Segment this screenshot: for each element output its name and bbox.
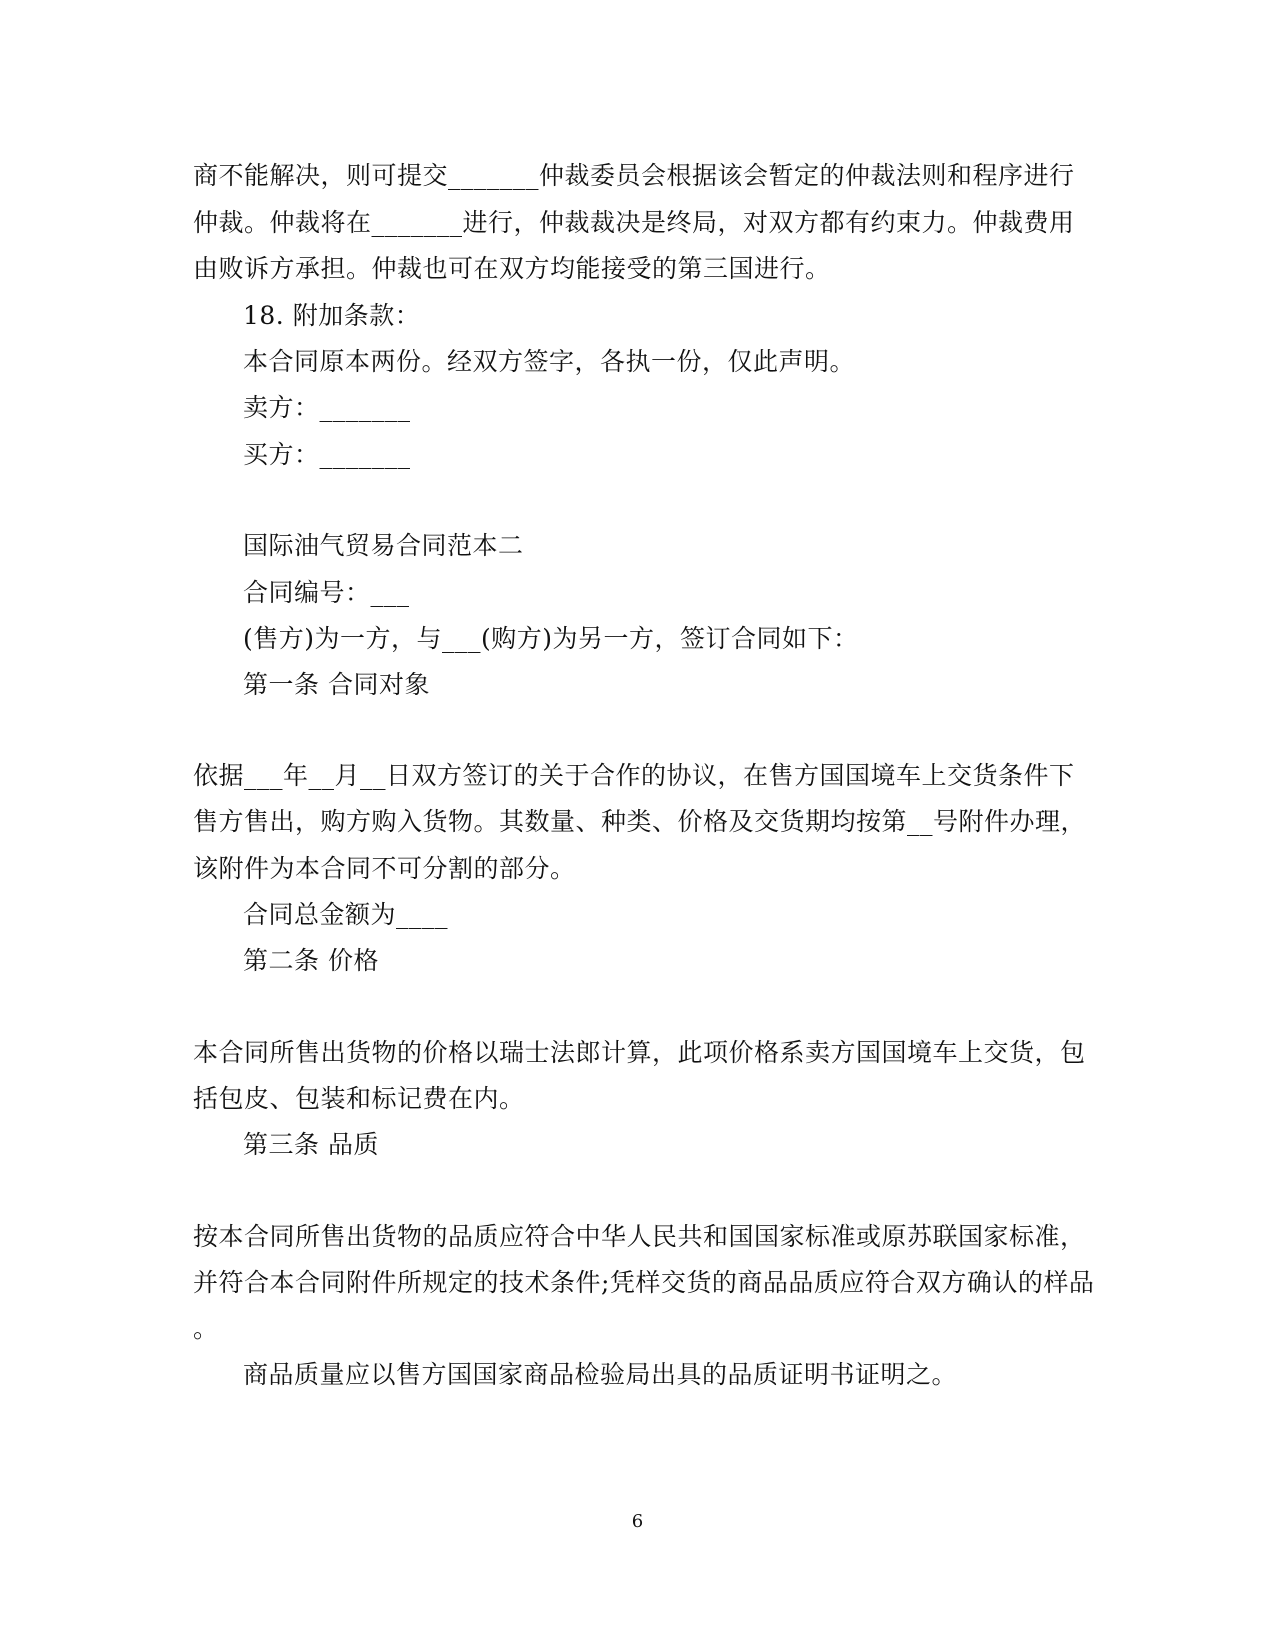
paragraph-line: 仲裁。仲裁将在_______进行，仲裁裁决是终局，对双方都有约束力。仲裁费用: [193, 208, 1075, 237]
page-number: 6: [631, 1511, 644, 1532]
paragraph-line: 并符合本合同附件所规定的技术条件;凭样交货的商品品质应符合双方确认的样品: [193, 1268, 1095, 1297]
paragraph-line: 本合同所售出货物的价格以瑞士法郎计算，此项价格系卖方国国境车上交货，包: [193, 1038, 1086, 1067]
article-heading: 第三条 品质: [243, 1130, 379, 1159]
contract-number-line: 合同编号：___: [243, 578, 410, 607]
paragraph-line: 合同总金额为____: [243, 900, 449, 929]
article-heading: 第一条 合同对象: [243, 670, 430, 699]
paragraph-line: 按本合同所售出货物的品质应符合中华人民共和国国家标准或原苏联国家标准，: [193, 1222, 1086, 1251]
paragraph-line: 由败诉方承担。仲裁也可在双方均能接受的第三国进行。: [193, 254, 831, 283]
paragraph-line: 该附件为本合同不可分割的部分。: [193, 854, 576, 883]
paragraph-line: 售方售出，购方购入货物。其数量、种类、价格及交货期均按第__号附件办理，: [193, 807, 1087, 836]
section-heading: 18. 附加条款：: [243, 301, 421, 330]
paragraph-line: 括包皮、包装和标记费在内。: [193, 1084, 525, 1113]
paragraph-line: 商品质量应以售方国国家商品检验局出具的品质证明书证明之。: [243, 1360, 958, 1389]
paragraph-line: 商不能解决，则可提交_______仲裁委员会根据该会暂定的仲裁法则和程序进行: [193, 161, 1075, 190]
paragraph-line: 本合同原本两份。经双方签字，各执一份，仅此声明。: [243, 347, 856, 376]
buyer-signature-line: 买方：_______: [243, 440, 411, 469]
article-heading: 第二条 价格: [243, 946, 379, 975]
document-title: 国际油气贸易合同范本二: [243, 531, 524, 560]
seller-signature-line: 卖方：_______: [243, 393, 411, 422]
paragraph-line: 依据___年__月__日双方签订的关于合作的协议，在售方国国境车上交货条件下: [193, 761, 1075, 790]
paragraph-line: (售方)为一方，与___(购方)为另一方，签订合同如下：: [243, 624, 859, 653]
paragraph-line: 。: [193, 1314, 219, 1343]
